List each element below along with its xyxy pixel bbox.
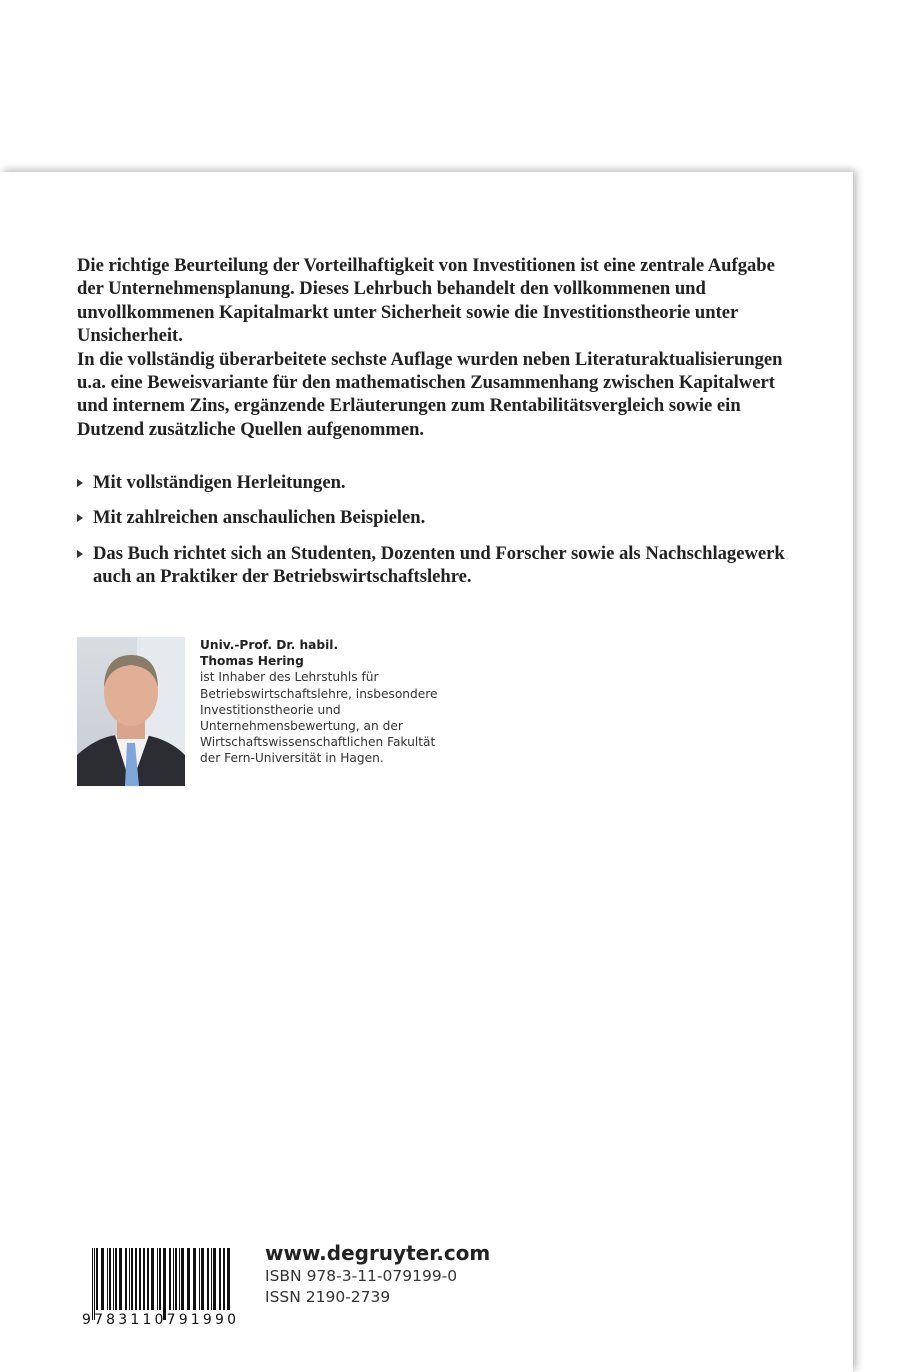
isbn-barcode [80, 1248, 240, 1326]
feature-item [77, 506, 797, 529]
triangle-bullet-icon [77, 550, 83, 558]
barcode-bar [213, 1248, 216, 1310]
author-photo [77, 637, 185, 786]
barcode-bar [175, 1248, 177, 1310]
barcode-bar [129, 1248, 130, 1310]
blurb-paragraph-1: Die richtige Beurteilung der Vorteilhaftigkeit von Investitionen ist eine zentrale Aufgabe der Unternehmensplanung. Dieses Lehrbuch behandelt den vollkommenen und unvollkommenen Kapitalmarkt unter Sicherheit sowie die Investitionstheorie unter Unsicherheit. [77, 255, 775, 347]
barcode-bar [179, 1248, 180, 1310]
barcode-bar [207, 1248, 209, 1310]
barcode-bar [173, 1248, 174, 1310]
barcode-bar [169, 1248, 171, 1310]
barcode-bar [119, 1248, 122, 1310]
barcode-bar [125, 1248, 127, 1310]
barcode-bar [107, 1248, 108, 1310]
barcode-bar [157, 1248, 158, 1310]
triangle-bullet-icon [77, 514, 83, 522]
barcode-bar [211, 1248, 212, 1310]
barcode-bar [96, 1248, 98, 1310]
feature-text: Mit zahlreichen anschaulichen Beispielen. [93, 507, 426, 529]
barcode-bar [151, 1248, 154, 1310]
author-description: ist Inhaber des Lehrstuhls für Betriebswirtschaftslehre, insbesondere Investitionstheorie und Unternehmensbewertung, an der Wirtschaftswissenschaftlichen Fakultät der Fern-Universität in Hagen. [200, 670, 438, 766]
barcode-bar [115, 1248, 117, 1310]
publisher-info [265, 1240, 490, 1308]
isbn-text: ISBN 978-3-11-079199-0 [265, 1267, 458, 1285]
barcode-bar [92, 1248, 93, 1320]
triangle-bullet-icon [77, 479, 83, 487]
barcode-bar [159, 1248, 161, 1310]
barcode-bar [101, 1248, 104, 1310]
barcode-bar [131, 1248, 133, 1310]
barcode-bar [139, 1248, 141, 1310]
barcode-bar [219, 1248, 221, 1310]
barcode-bar [113, 1248, 114, 1310]
author-title: Univ.-Prof. Dr. habil. [200, 638, 339, 652]
blurb [77, 254, 797, 441]
publisher-website[interactable]: www.degruyter.com [265, 1241, 491, 1265]
feature-text: Mit vollständigen Herleitungen. [93, 472, 346, 493]
feature-list [77, 471, 797, 601]
barcode-bar [163, 1248, 166, 1320]
barcode-bar [181, 1248, 184, 1310]
author-name: Thomas Hering [200, 654, 304, 669]
blurb-paragraph-2: In die vollständig überarbeitete sechste Auflage wurden neben Literaturaktualisierungen u.a. eine Beweisvariante für den mathematischen Zusammenhang zwischen Kapitalwert und internem Zins, ergänzende Erläuterungen zum Rentabilitätsvergleich sowie ein Dutzend zusätzliche Quellen aufgenommen. [77, 348, 783, 440]
barcode-bar [193, 1248, 196, 1310]
barcode-digits: 9783110791990 [82, 1312, 236, 1326]
barcode-bar [227, 1248, 230, 1310]
barcode-bar [135, 1248, 137, 1310]
feature-text: Das Buch richtet sich an Studenten, Dozenten und Forscher sowie als Nachschlagewerk auch an Praktiker der Betriebswirtschaftslehre. [93, 542, 785, 588]
barcode-bar [109, 1248, 111, 1310]
issn-text: ISSN 2190-2739 [265, 1288, 391, 1306]
barcode-bar [143, 1248, 145, 1310]
barcode-bar [199, 1248, 200, 1310]
barcode-bar [94, 1248, 95, 1320]
feature-item [77, 542, 797, 589]
author-bio [200, 637, 440, 767]
barcode-bar [187, 1248, 190, 1310]
barcode-bar [201, 1248, 204, 1310]
feature-item [77, 471, 797, 494]
barcode-bar [147, 1248, 149, 1310]
barcode-bar [223, 1248, 225, 1310]
